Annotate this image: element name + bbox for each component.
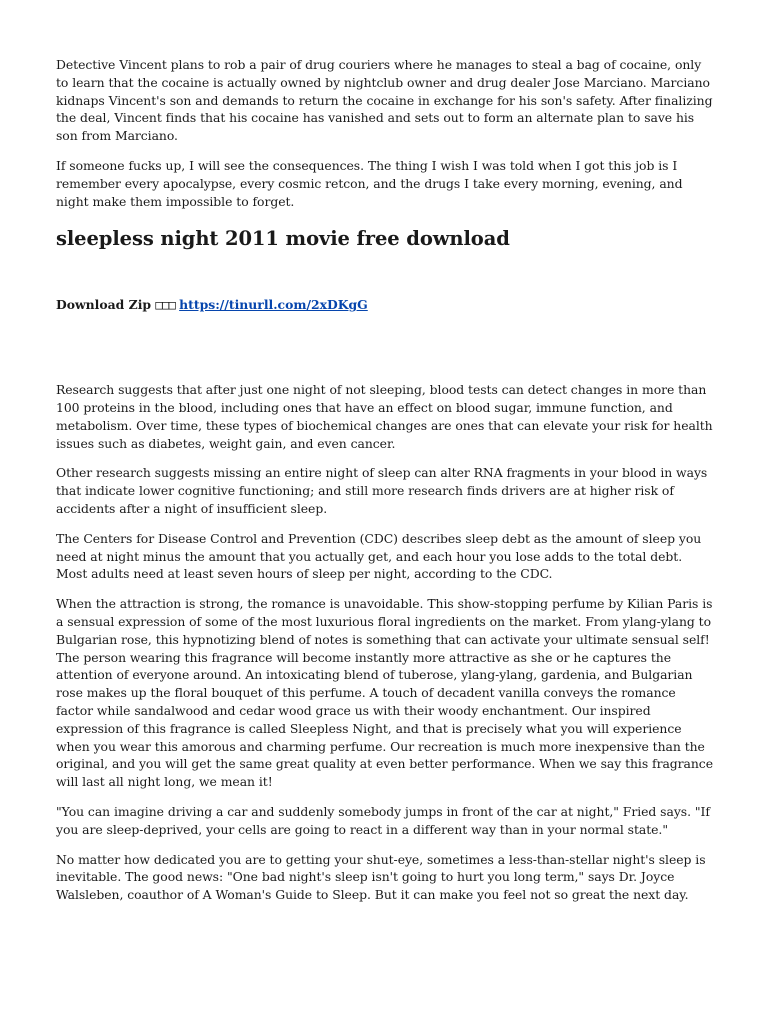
body-paragraph-6: No matter how dedicated you are to getting your shut-eye, sometimes a less-than-stellar night's sleep is inevitable. The good news: "One bad night's sleep isn't going to hurt you long term," says Dr. Joyce Walsleben, coauthor of A Woman's Guide to Sleep. But it can make you feel not so great the next day. (56, 851, 706, 903)
download-glyphs: □□□ (155, 297, 175, 313)
body-paragraph-4: When the attraction is strong, the romance is unavoidable. This show-stopping perfume by Kilian Paris is a sensual expression of some of the most luxurious floral ingredients on the market. From ylang-ylang to Bulgarian rose, this hypnotizing blend of notes is something that can activate your ultimate sensual self! The person wearing this fragrance will become instantly more attractive as she or he captures the attention of everyone around. An intoxicating blend of tuberose, ylang-ylang, gardenia, and Bulgarian rose makes up the floral bouquet of this perfume. A touch of decadent vanilla conveys the romance factor while sandalwood and cedar wood grace us with their woody enchantment. Our inspired expression of this fragrance is called Sleepless Night, and that is precisely what you will experience when you wear this amorous and charming perfume. Our recreation is much more inexpensive than the original, and you will get the same great quality at even better performance. When we say this fragrance will last all night long, we mean it! (56, 596, 713, 790)
body-paragraph-5: "You can imagine driving a car and suddenly somebody jumps in front of the car at night," Fried says. "If you are sleep-deprived, your cells are going to react in a different way than in your normal state." (56, 803, 710, 837)
body-paragraph-3: The Centers for Disease Control and Prevention (CDC) describes sleep debt as the amount of sleep you need at night minus the amount that you actually get, and each hour you lose adds to the total debt. Most adults need at least seven hours of sleep per night, according to the CDC. (56, 530, 702, 582)
body-paragraph-1: Research suggests that after just one night of not sleeping, blood tests can detect changes in more than 100 proteins in the blood, including ones that have an effect on blood sugar, immune function, and metabolism. Over time, these types of biochemical changes are ones that can elevate your risk for health issues such as diabetes, weight gain, and even cancer. (56, 382, 713, 451)
download-line (56, 296, 714, 314)
body-paragraph-2: Other research suggests missing an entire night of sleep can alter RNA fragments in your blood in ways that indicate lower cognitive functioning; and still more research finds drivers are at higher risk of accidents after a night of insufficient sleep. (56, 465, 708, 516)
download-link[interactable]: https://tinurll.com/2xDKgG (179, 297, 368, 313)
intro-paragraph-2: If someone fucks up, I will see the consequences. The thing I wish I was told when I got this job is I remember every apocalypse, every cosmic retcon, and the drugs I take every morning, evening, and night make them impossible to forget. (56, 157, 683, 209)
download-label: Download Zip (56, 297, 152, 313)
intro-paragraph-1: Detective Vincent plans to rob a pair of drug couriers where he manages to steal a bag of cocaine, only to learn that the cocaine is actually owned by nightclub owner and drug dealer Jose Marciano. Marciano kidnaps Vincent's son and demands to return the cocaine in exchange for his son's safety. After finalizing the deal, Vincent finds that his cocaine has vanished and sets out to form an alternate plan to save his son from Marciano. (56, 57, 713, 144)
page-title: sleepless night 2011 movie free download (56, 227, 510, 251)
spacer (56, 314, 714, 381)
